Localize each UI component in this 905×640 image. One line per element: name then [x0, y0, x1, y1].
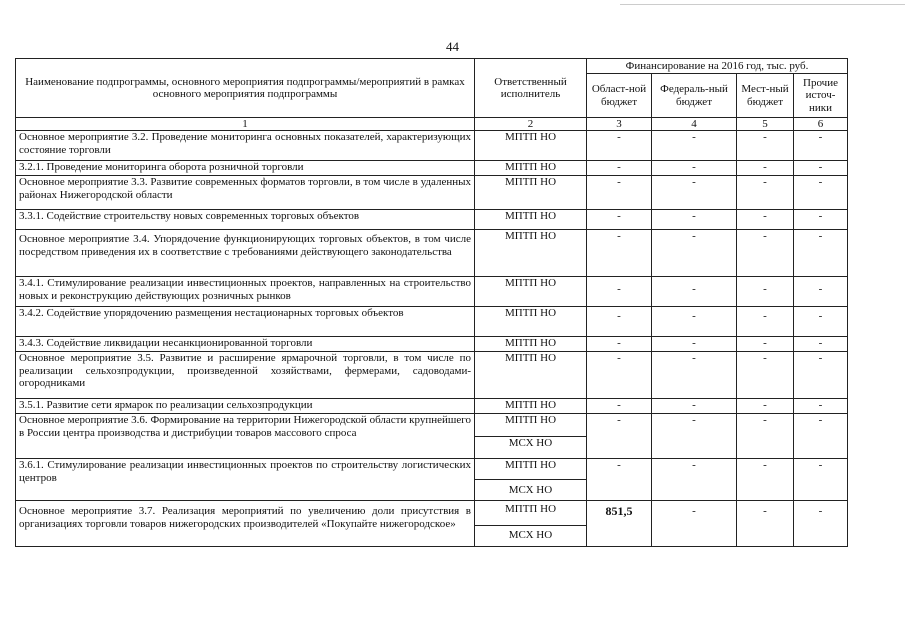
federal-value: - — [692, 176, 696, 188]
other-value: - — [818, 459, 823, 471]
column-number: 3 — [587, 118, 652, 131]
regional-value: - — [617, 459, 621, 471]
executor-cell — [475, 459, 587, 501]
executor: МПТП НО — [475, 230, 587, 277]
activity-name: 3.2.1. Проведение мониторинга оборота розничной торговли — [16, 161, 475, 176]
column-numbers-row — [16, 118, 848, 131]
column-number: 4 — [652, 118, 737, 131]
table-row — [16, 176, 848, 210]
executor-secondary: МСХ НО — [475, 436, 586, 458]
federal-value: - — [692, 210, 696, 222]
local-value: - — [763, 505, 767, 517]
executor: МПТП НО — [475, 210, 587, 230]
executor: МПТП НО — [475, 352, 587, 399]
other-value: - — [818, 399, 823, 411]
table-row — [16, 161, 848, 176]
local-value: - — [763, 399, 767, 411]
federal-value: - — [692, 283, 696, 295]
local-value: - — [763, 337, 767, 349]
other-value: - — [818, 283, 823, 295]
local-value: - — [763, 310, 767, 322]
table-row — [16, 337, 848, 352]
activity-name: 3.4.3. Содействие ликвидации несанкционированной торговли — [16, 337, 475, 352]
federal-value: - — [692, 505, 696, 517]
other-value: - — [818, 131, 823, 143]
local-value: - — [763, 131, 767, 143]
column-number: 1 — [16, 118, 475, 131]
executor-cell — [475, 501, 587, 547]
activity-name: Основное мероприятие 3.4. Упорядочение функционирующих торговых объектов, в том числе посредством приведения их в соответствие с требованиями действующего законодательства — [16, 230, 475, 277]
table-row — [16, 210, 848, 230]
column-number: 6 — [794, 118, 848, 131]
other-value: - — [818, 230, 823, 242]
executor-cell — [475, 414, 587, 459]
regional-value: 851,5 — [605, 504, 633, 518]
federal-value: - — [692, 459, 696, 471]
table-row — [16, 501, 848, 547]
table-row — [16, 352, 848, 399]
header-name-column: Наименование подпрограммы, основного мероприятия подпрограммы/мероприятий в рамках основного мероприятия подпрограммы — [16, 59, 475, 118]
activity-name: 3.5.1. Развитие сети ярмарок по реализации сельхозпродукции — [16, 399, 475, 414]
other-value: - — [818, 161, 823, 173]
regional-value: - — [617, 310, 621, 322]
federal-value: - — [692, 352, 696, 364]
other-value: - — [818, 505, 823, 517]
table-row — [16, 307, 848, 337]
activity-name: 3.3.1. Содействие строительству новых современных торговых объектов — [16, 210, 475, 230]
activity-name: 3.6.1. Стимулирование реализации инвестиционных проектов по строительству логистических центров — [16, 459, 475, 501]
federal-value: - — [692, 414, 696, 426]
header-financing-title: Финансирование на 2016 год, тыс. руб. — [587, 59, 848, 74]
top-edge-line — [620, 4, 905, 5]
executor: МПТП НО — [504, 459, 557, 471]
other-value: - — [818, 414, 823, 426]
table-row — [16, 131, 848, 161]
executor-secondary: МСХ НО — [475, 525, 586, 546]
other-value: - — [818, 337, 823, 349]
financing-table — [15, 58, 848, 547]
activity-name: Основное мероприятие 3.6. Формирование на территории Нижегородской области крупнейшего в России центра производства и дистрибуции товаров массового спроса — [16, 414, 475, 459]
other-value: - — [818, 176, 823, 188]
regional-value: - — [617, 414, 621, 426]
header-executor-column: Ответственный исполнитель — [475, 59, 587, 118]
activity-name: Основное мероприятие 3.3. Развитие современных форматов торговли, в том числе в удаленных районах Нижегородской области — [16, 176, 475, 210]
local-value: - — [763, 459, 767, 471]
column-number: 5 — [737, 118, 794, 131]
local-value: - — [763, 414, 767, 426]
page-number: 44 — [446, 39, 459, 54]
local-value: - — [763, 230, 767, 242]
header-local-budget: Мест-ный бюджет — [737, 74, 794, 118]
activity-name: Основное мероприятие 3.7. Реализация мероприятий по увеличению доли присутствия в организациях торговли товаров нижегородских производителей «Покупайте нижегородское» — [16, 501, 475, 547]
regional-value: - — [617, 283, 621, 295]
executor: МПТП НО — [475, 176, 587, 210]
regional-value: - — [617, 352, 621, 364]
executor-secondary: МСХ НО — [475, 479, 586, 500]
federal-value: - — [692, 399, 696, 411]
activity-name: 3.4.1. Стимулирование реализации инвестиционных проектов, направленных на строительство новых и реконструкцию действующих розничных рынков — [16, 277, 475, 307]
executor: МПТП НО — [504, 414, 557, 426]
activity-name: Основное мероприятие 3.2. Проведение мониторинга основных показателей, характеризующих состояние торговли — [16, 131, 475, 161]
other-value: - — [818, 310, 823, 322]
federal-value: - — [692, 230, 696, 242]
executor: МПТП НО — [475, 337, 587, 352]
table-row — [16, 399, 848, 414]
activity-name: Основное мероприятие 3.5. Развитие и расширение ярмарочной торговли, в том числе по реализации сельхозпродукции, произведенной хозяйствами, фермерами, садоводами-огородниками — [16, 352, 475, 399]
other-value: - — [818, 352, 823, 364]
table-row — [16, 414, 848, 459]
local-value: - — [763, 176, 767, 188]
column-number: 2 — [475, 118, 587, 131]
regional-value: - — [617, 161, 621, 173]
table-row — [16, 277, 848, 307]
regional-value: - — [617, 230, 621, 242]
local-value: - — [763, 161, 767, 173]
regional-value: - — [617, 131, 621, 143]
table-row — [16, 459, 848, 501]
header-federal-budget: Федераль-ный бюджет — [652, 74, 737, 118]
header-other-sources: Прочие источ-ники — [794, 74, 848, 118]
table-row — [16, 230, 848, 277]
federal-value: - — [692, 310, 696, 322]
regional-value: - — [617, 399, 621, 411]
federal-value: - — [692, 337, 696, 349]
regional-value: - — [617, 210, 621, 222]
executor: МПТП НО — [504, 503, 557, 515]
local-value: - — [763, 283, 767, 295]
header-regional-budget: Област-ной бюджет — [587, 74, 652, 118]
executor: МПТП НО — [475, 131, 587, 161]
executor: МПТП НО — [475, 161, 587, 176]
local-value: - — [763, 352, 767, 364]
executor: МПТП НО — [475, 399, 587, 414]
other-value: - — [818, 210, 823, 222]
federal-value: - — [692, 161, 696, 173]
regional-value: - — [617, 176, 621, 188]
federal-value: - — [692, 131, 696, 143]
local-value: - — [763, 210, 767, 222]
executor: МПТП НО — [475, 277, 587, 307]
regional-value: - — [617, 337, 621, 349]
activity-name: 3.4.2. Содействие упорядочению размещения нестационарных торговых объектов — [16, 307, 475, 337]
executor: МПТП НО — [475, 307, 587, 337]
